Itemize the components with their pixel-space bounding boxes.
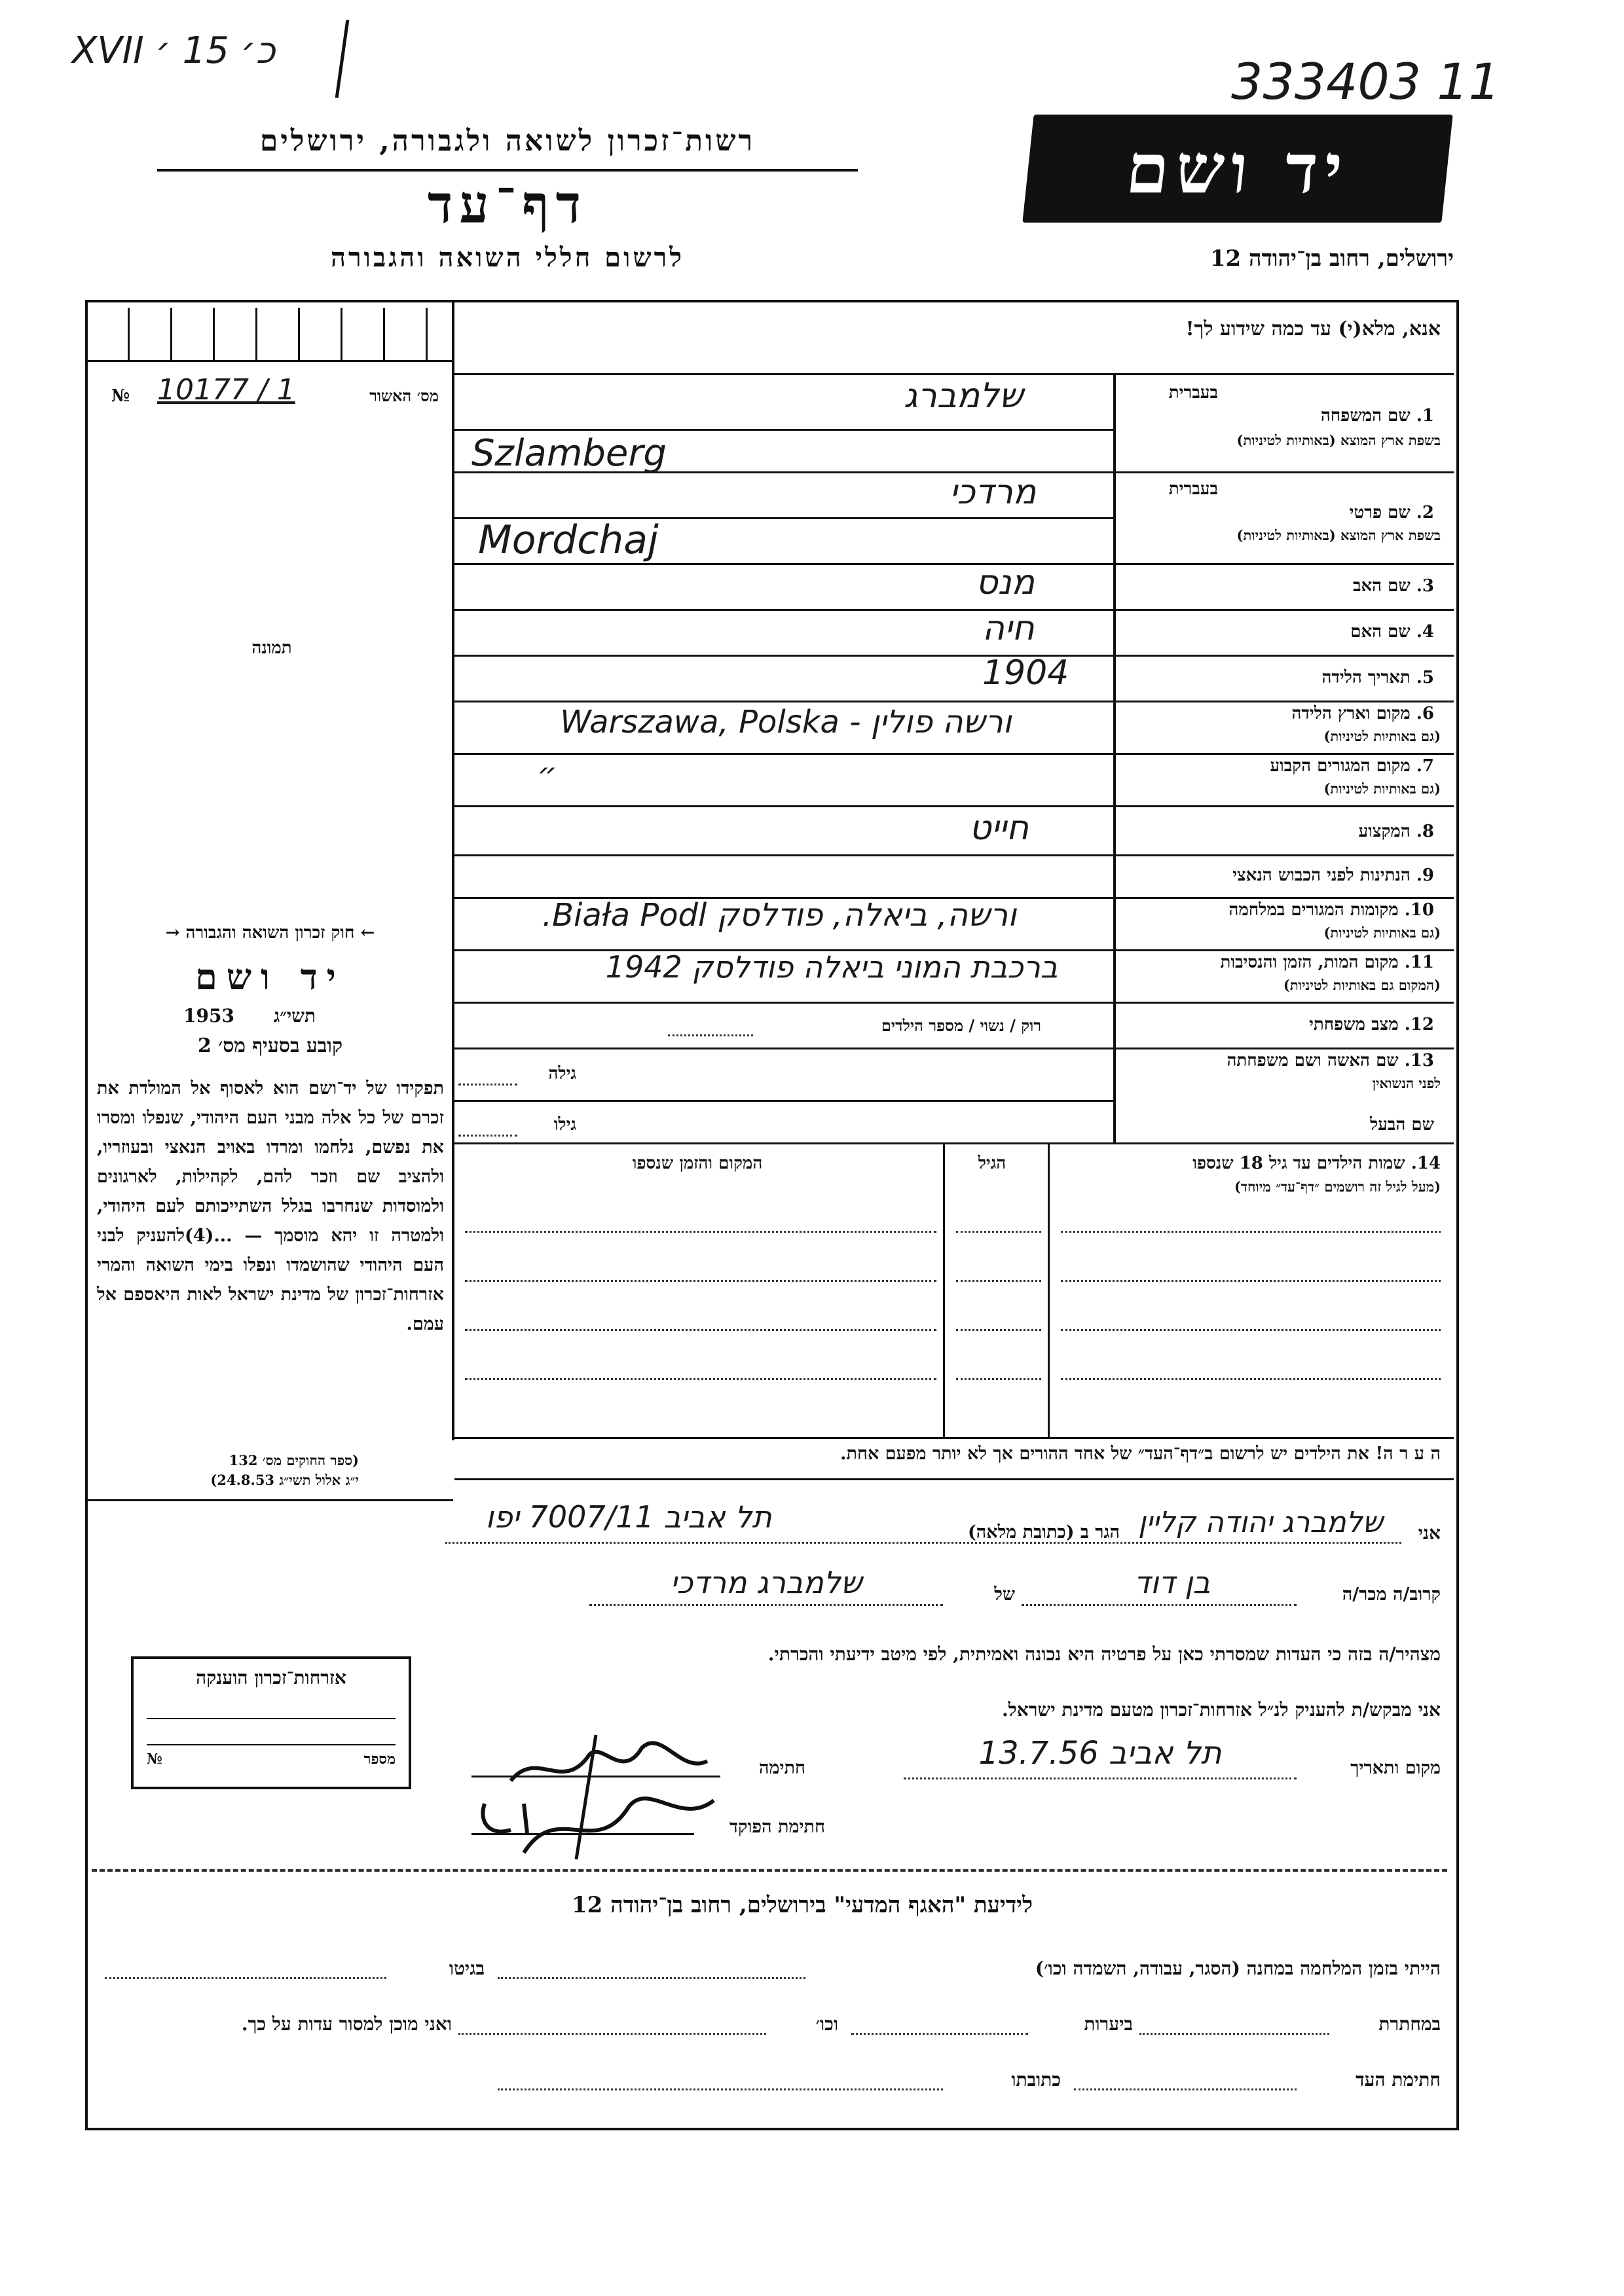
f1-label: 1. שם המשפחה [1320, 406, 1434, 426]
decl-officer-label: חתימת הפוקד [729, 1817, 825, 1837]
decl-statement-2: אני מבקש/ת להעניק לנ״ל אזרחות־זכרון מטעם מדינת ישראל. [1001, 1699, 1441, 1721]
top-right-number: 333403 11 [1231, 52, 1500, 111]
f10-sub: (גם באותיות לטיניות) [1323, 924, 1441, 941]
child-row-line [956, 1280, 1041, 1282]
decl-of-label: של [994, 1584, 1015, 1605]
f5-value: 1904 [982, 653, 1069, 693]
f11-sub: (המקום גם באותיות לטיניות) [1283, 977, 1441, 993]
bottom-line1-a: הייתי בזמן המלחמה במחנה (הסגר, עבודה, השמדה וכו׳) [1035, 1958, 1441, 1979]
row-line [454, 805, 1454, 807]
f7-value: ״ [537, 756, 557, 793]
row-line [454, 655, 1454, 657]
f1-hebrew-tag: בעברית [1168, 383, 1218, 403]
row-line [454, 1142, 1454, 1144]
signature-stroke [576, 1735, 596, 1859]
stamp-no: № [147, 1751, 162, 1768]
bottom-line1-b: בגיטו [449, 1958, 485, 1979]
decl-address-label: הגר ב (כתובת מלאה) [967, 1522, 1120, 1542]
f3-value: מנס [976, 563, 1035, 602]
sidebar-arrow-title: ← חוק זכרון השואה והגבורה → [165, 923, 375, 943]
f2-label: 2. שם פרטי [1349, 503, 1434, 522]
decl-place-date-value: תל אביב 13.7.56 [978, 1735, 1222, 1772]
row-line [454, 373, 1454, 375]
bottom-line2-fill-a [1139, 2033, 1329, 2035]
address: ירושלים, רחוב בן־יהודה 12 [1209, 246, 1454, 272]
f8-label: 8. המקצוע [1358, 822, 1434, 841]
f14-label: 14. שמות הילדים עד גיל 18 שנספו [1192, 1154, 1441, 1173]
f6-sub: (גם באותיות לטיניות) [1323, 728, 1441, 744]
row-line [454, 701, 1454, 702]
decl-of-line [589, 1604, 943, 1606]
photo-label: תמונה [251, 638, 292, 658]
f11-label: 11. מקום המות, הזמן והנסיבות [1220, 953, 1434, 972]
f1-value-lat: Szlamberg [471, 432, 667, 475]
registration-label: מס׳ האשור [369, 386, 439, 405]
org-line: רשות־זכרון לשואה ולגבורה, ירושלים [259, 124, 756, 158]
child-row-line [1061, 1329, 1441, 1331]
husband-age-line [458, 1135, 517, 1137]
signature-stroke [524, 1798, 714, 1853]
bottom-line2-fill-b [851, 2033, 1028, 2035]
husband-label: שם הבעל [1369, 1115, 1434, 1135]
bottom-line3-fill-a [1074, 2088, 1297, 2090]
reg-baseline [86, 360, 453, 362]
bottom-line2-a: במחתרת [1378, 2013, 1441, 2035]
decl-relation-line [1022, 1604, 1297, 1606]
row-line [454, 429, 1113, 431]
f6-value: ורשה פולין - Warszawa, Polska [560, 704, 1012, 740]
f13-age-label: גילה [548, 1064, 576, 1084]
sidebar-source: (ספר החוקים מס׳ 132 [229, 1452, 359, 1468]
col-place-time-header: המקום והזמן שנספו [632, 1154, 763, 1173]
reg-tick [255, 308, 257, 360]
sidebar-name: יד ושם [195, 956, 345, 998]
form-subtitle: לרשום חללי השואה והגבורה [330, 242, 685, 273]
intro-text: אנא, מלא(י) עד כמה שידוע לך! [1185, 318, 1441, 340]
decl-line-1 [445, 1542, 1401, 1544]
f11-value: ברכבת המוני ביאלה פודלסק 1942 [605, 949, 1058, 985]
bottom-line3-a: חתימת העד [1356, 2069, 1441, 2090]
child-row-line [465, 1378, 936, 1380]
signature-stroke [483, 1804, 527, 1833]
stamp-number-label: מספר [363, 1751, 396, 1768]
sidebar-bottom-line [86, 1499, 453, 1501]
stamp-line [147, 1718, 396, 1719]
reg-tick [213, 308, 215, 360]
f13-label: 13. שם האשה ושם משפחתה [1227, 1051, 1434, 1070]
sidebar-year-heb: תשי״ג [273, 1005, 316, 1027]
yad-vashem-logo [1022, 115, 1452, 223]
reg-tick [341, 308, 342, 360]
org-underline [157, 169, 858, 172]
f7-sub: (גם באותיות לטיניות) [1323, 780, 1441, 797]
stamp-line [147, 1744, 396, 1745]
row-line [454, 609, 1454, 611]
sidebar-source-date: י״ג אלול תשי״ג 24.8.53) [210, 1472, 359, 1488]
row-line [454, 1002, 1454, 1004]
f3-label: 3. שם האב [1352, 576, 1434, 596]
bottom-line3-b: כתובתו [1011, 2069, 1061, 2090]
f4-value: חיה [982, 609, 1035, 648]
f8-value: חייט [969, 809, 1029, 848]
f13-sub: לפני הנשואין [1372, 1075, 1441, 1091]
bottom-line2-b: ביערות [1084, 2013, 1133, 2035]
table-bottom [454, 1437, 1454, 1439]
child-row-line [1061, 1378, 1441, 1380]
child-row-line [1061, 1280, 1441, 1282]
top-left-annotation: XVII כ׳ 15 ׳ [72, 29, 276, 72]
row-line [454, 1048, 1454, 1049]
bottom-line2-fill-c [458, 2033, 766, 2035]
f2-value-heb: מרדכי [950, 473, 1037, 512]
f2-hebrew-tag: בעברית [1168, 479, 1218, 499]
bottom-line3-fill-b [498, 2088, 943, 2090]
officer-signature [471, 1797, 550, 1843]
child-row-line [956, 1329, 1041, 1331]
child-row-line [465, 1329, 936, 1331]
sidebar-paragraph: תפקידו של יד־ושם הוא לאסוף אל המולדת את זכרם של כל אלה מבני העם היהודי, שנפלו ומסרו את נפשם, נלחמו ומרדו באויב הנאצי ובעוזריו, ולהציב שם וזכר להם, לקהילות, לארגונים ולמוסדות שנחרבו בגלל השתייכותם לעם היהודי, ולמטרה זו יהא מוסמך — ...(4)להעניק לבני העם היהודי שהושמדו ונפלו בימי השואה והמרי אזרחות־זכרון של מדינת ישראל לאות היאספם אל עמם. [97, 1078, 444, 1334]
reg-tick [383, 308, 385, 360]
section-separator [92, 1869, 1447, 1872]
child-row-line [465, 1280, 936, 1282]
child-row-line [956, 1378, 1041, 1380]
wife-age-line [458, 1084, 517, 1085]
stamp-title: אזרחות־זכרון הוענקה [196, 1667, 346, 1688]
bottom-line2-c: וכו׳ [815, 2013, 838, 2035]
witness-signature [498, 1722, 733, 1866]
sidebar-year: 1953 [183, 1005, 234, 1027]
form-title: דף־עד [427, 173, 588, 235]
bottom-line2-d: ואני מוכן למסור עדות על כך. [241, 2013, 452, 2035]
f9-label: 9. הנתינות לפני הכבוש הנאצי [1232, 866, 1434, 885]
table-col-divider [943, 1142, 945, 1437]
decl-name-value: שלמברג יהודה קליין [1138, 1506, 1383, 1539]
f10-value: ורשה, ביאלה, פודלסק Biała Podl. [542, 897, 1017, 934]
registration-no: № [111, 386, 130, 406]
f1-value-heb: שלמברג [904, 376, 1024, 416]
reg-tick [298, 308, 300, 360]
f2-value-lat: Mordchaj [478, 517, 659, 563]
annotation-stroke [335, 20, 350, 98]
reg-tick [170, 308, 172, 360]
row-line [454, 1100, 1113, 1102]
citizenship-stamp-box [131, 1656, 411, 1789]
child-row-line [465, 1231, 936, 1233]
f7-label: 7. מקום המגורים הקבוע [1270, 756, 1434, 776]
children-count-line [668, 1034, 753, 1036]
decl-relation-value: בן דוד [1134, 1565, 1211, 1600]
husband-age-label: גילו [553, 1115, 576, 1135]
note-bottom-line [454, 1478, 1454, 1480]
decl-signature-label: חתימה [758, 1758, 805, 1778]
signature-stroke [511, 1743, 707, 1781]
child-row-line [1061, 1231, 1441, 1233]
col-age-header: הגיל [978, 1154, 1006, 1173]
child-row-line [956, 1231, 1041, 1233]
reg-tick [426, 308, 428, 360]
row-line [454, 854, 1454, 856]
row-line [454, 753, 1454, 755]
children-note: ה ע ר ה! את הילדים יש לרשום ב״דף־העד״ של אחד ההורים אך לא יותר מפעם אחת. [840, 1444, 1441, 1464]
f10-label: 10. מקומות המגורים במלחמה [1228, 900, 1434, 920]
bottom-title: לידיעת "האגף המדעי" בירושלים, רחוב בן־יהודה 12 [572, 1892, 1033, 1918]
decl-address-value: תל אביב 7007/11 יפו [485, 1499, 772, 1535]
reg-tick [128, 308, 130, 360]
f12-options: רוק / נשוי / מספר הילדים [881, 1016, 1041, 1035]
f5-label: 5. תאריך הלידה [1321, 668, 1434, 687]
decl-of-value: שלמברג מרדכי [670, 1565, 862, 1600]
label-column-divider [1113, 373, 1116, 1142]
decl-ani: אני [1418, 1522, 1441, 1544]
f12-label: 12. מצב משפחתי [1309, 1015, 1434, 1034]
row-line [454, 563, 1454, 565]
decl-place-date-line [904, 1777, 1297, 1779]
f6-label: 6. מקום וארץ הלידה [1291, 704, 1434, 723]
f2-sub: בשפת ארץ המוצא (באותיות לטיניות) [1236, 527, 1441, 543]
f1-sub: בשפת ארץ המוצא (באותיות לטיניות) [1236, 432, 1441, 448]
table-col-divider [1048, 1142, 1050, 1437]
f14-sub: (מעל לגיל זה רושמים ״דף־עד״ מיוחד) [1234, 1178, 1441, 1195]
bottom-line1-fill-b [105, 1977, 386, 1979]
bottom-line1-fill [498, 1977, 805, 1979]
logo-text: יד ושם [1122, 128, 1353, 209]
registration-value: 10177 / 1 [157, 373, 295, 407]
f4-label: 4. שם האם [1350, 622, 1434, 642]
decl-statement-1: מצהיר/ה בזה כי העדות שמסרתי כאן על פרטיה היא נכונה ואמיתית, לפי מיטב ידיעתי והכרתי. [767, 1643, 1441, 1665]
decl-place-date-label: מקום ותאריך [1350, 1758, 1441, 1778]
sidebar-clause: קובע בסעיף מס׳ 2 [197, 1034, 343, 1057]
decl-relation-label: קרוב/ה מכר/ה [1342, 1584, 1441, 1605]
